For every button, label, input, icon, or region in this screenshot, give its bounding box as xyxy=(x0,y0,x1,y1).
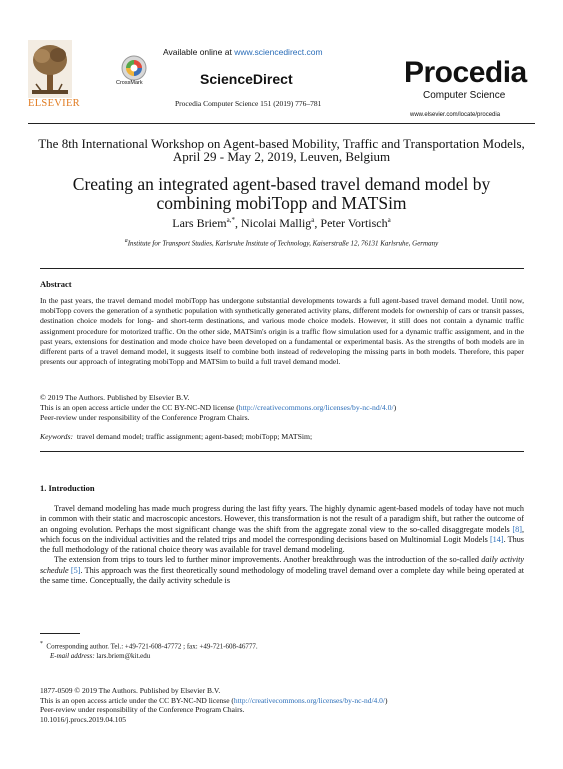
affiliation xyxy=(28,238,535,247)
paragraph-text: . Thus the full methodology of the rational choice theory was available for travel demand modeling. xyxy=(40,534,524,555)
affiliation-sup: a xyxy=(124,238,128,244)
abstract-heading: Abstract xyxy=(40,279,72,289)
available-prefix: Available online at xyxy=(163,47,235,57)
author-sup: a xyxy=(311,216,315,224)
abstract-text: In the past years, the travel demand model mobiTopp has undergone substantial developments towards a full agent-based travel demand model. Until now, mobiTopp covers the generation of a synthetic population with synthetically generated activity plans, different models for ownership of cars or transit passes, destination choice models for long- and short-term destinations, and various mode choice models. However, it still does not contain a dynamic traffic assignment procedure for motorized traffic. On the other side, MATSim's origin is a traffic flow simulation used for a dynamic traffic assignment, and in the past years, extensions for destination and mode choice have been developed on a fundamental or experimental basis. As the strengths of both models are in different parts of a travel demand model, it suggests itself to combine both instead of redeveloping the missing parts in both models. Therefore, this paper presents our approach of integrating mobiTopp and MATSim to build a full travel demand model. xyxy=(40,296,524,367)
author-name: Peter Vortisch xyxy=(320,216,388,230)
workshop-title xyxy=(28,137,535,163)
keywords-text: travel demand model; traffic assignment; agent-based; mobiTopp; MATSim; xyxy=(76,432,313,441)
footnote-email xyxy=(40,651,258,661)
footnote-rule xyxy=(40,633,80,634)
issn-line: 1877-0509 © 2019 The Authors. Published by Elsevier B.V. xyxy=(40,686,221,695)
author-sup: a,* xyxy=(226,216,235,224)
paragraph-text: Travel demand modeling has made much progress during the last fifty years. The highly dynamic agent-based models of today have not much in common with their static and macroscopic ancestors. However, this transformation is not the result of a paradigm shift, but rather the outcome of an ongoing evolution. Perhaps the most significant change was the shift from the aggregate zonal view to the so-called disaggregate models xyxy=(40,504,524,534)
affiliation-text: Institute for Transport Studies, Karlsruhe Institute of Technology, Kaiserstraße 12, 76131 Karlsruhe, Germany xyxy=(127,239,439,248)
footer-license-line xyxy=(40,696,387,706)
peer-review-line: Peer-review under responsibility of the Conference Program Chairs. xyxy=(40,413,250,423)
paragraph-text: , which focus on the individual activities and the related trips and model the corresponding decisions based on Multinomial Logit Models xyxy=(40,524,524,544)
paragraph-text: The extension from trips to tours led to further minor improvements. Another breakthrough was the introduction of the so-called xyxy=(54,555,482,565)
license-link[interactable]: http://creativecommons.org/licenses/by-nc-nd/4.0/ xyxy=(238,403,394,413)
title-line-2: combining mobiTopp and MATSim xyxy=(156,193,407,213)
elsevier-wordmark: ELSEVIER xyxy=(28,98,80,109)
footer-license-prefix: This is an open access article under the CC BY-NC-ND license ( xyxy=(40,695,234,705)
keywords-line xyxy=(40,432,312,441)
footnote-corresponding xyxy=(40,639,258,651)
email-address[interactable]: lars.briem@kit.edu xyxy=(96,652,151,661)
paragraph xyxy=(40,504,524,555)
procedia-logo: Procedia xyxy=(404,56,527,89)
footer-license-link[interactable]: http://creativecommons.org/licenses/by-nc-nd/4.0/ xyxy=(233,695,385,705)
paragraph xyxy=(40,555,524,586)
available-online-line xyxy=(163,47,323,57)
procedia-subtitle: Computer Science xyxy=(423,90,506,101)
paragraph-text: . This approach was the first theoretically sound methodology of modeling travel demand over a complete day while being operated at the same time. Conceptually, the daily activity schedule is xyxy=(40,565,525,586)
keywords-label: Keywords: xyxy=(40,432,74,441)
author-name: Nicolai Mallig xyxy=(240,216,312,230)
emphasis-text: daily activity schedule xyxy=(40,555,524,575)
workshop-line-2: April 29 - May 2, 2019, Leuven, Belgium xyxy=(172,149,391,164)
author-name: Lars Briem xyxy=(172,216,227,230)
workshop-line-1: The 8th International Workshop on Agent-based Mobility, Traffic and Transportation Models, xyxy=(38,136,525,151)
abstract-top-rule xyxy=(40,268,524,269)
title-line-1: Creating an integrated agent-based travel demand model by xyxy=(72,174,491,194)
elsevier-tree-logo xyxy=(28,40,72,98)
doi[interactable]: 10.1016/j.procs.2019.04.105 xyxy=(40,714,127,724)
copyright-line: © 2019 The Authors. Published by Elsevier B.V. xyxy=(40,393,190,402)
citation-link[interactable]: [8] xyxy=(512,524,522,534)
citation-link[interactable]: [5] xyxy=(70,565,81,575)
journal-reference: Procedia Computer Science 151 (2019) 776–781 xyxy=(175,99,322,108)
paper-title xyxy=(28,175,535,213)
footer-peer-review: Peer-review under responsibility of the Conference Program Chairs. xyxy=(40,705,245,715)
abstract-bottom-rule xyxy=(40,451,524,452)
author-list: Lars Briem$^{a,*}$, Nicolai Mallig$^a$, Peter Vortisch$^a$ xyxy=(172,216,391,230)
introduction-body xyxy=(40,504,524,586)
crossmark-icon[interactable] xyxy=(121,55,147,81)
corresponding-text: Corresponding author. Tel.: +49-721-608-47772 ; fax: +49-721-608-46777. xyxy=(46,642,258,651)
section-heading-introduction: 1. Introduction xyxy=(40,483,95,493)
license-prefix: This is an open access article under the CC BY-NC-ND license ( xyxy=(40,403,239,413)
journal-url[interactable]: www.elsevier.com/locate/procedia xyxy=(410,112,501,118)
license-line xyxy=(40,403,524,413)
citation-link[interactable]: [14] xyxy=(489,534,504,544)
abstract-copyright-block xyxy=(40,393,524,424)
sciencedirect-wordmark: ScienceDirect xyxy=(200,71,293,87)
license-suffix: ) xyxy=(393,403,397,413)
author-sup: a xyxy=(387,216,391,224)
page-footer xyxy=(40,686,387,724)
footer-license-suffix: ) xyxy=(384,695,388,705)
header-rule xyxy=(28,123,535,124)
footnote xyxy=(40,639,258,661)
sciencedirect-link[interactable]: www.sciencedirect.com xyxy=(234,47,323,57)
email-label: E-mail address: xyxy=(50,652,95,661)
footnote-mark: * xyxy=(40,641,43,647)
crossmark-label: CrossMark xyxy=(116,80,143,86)
